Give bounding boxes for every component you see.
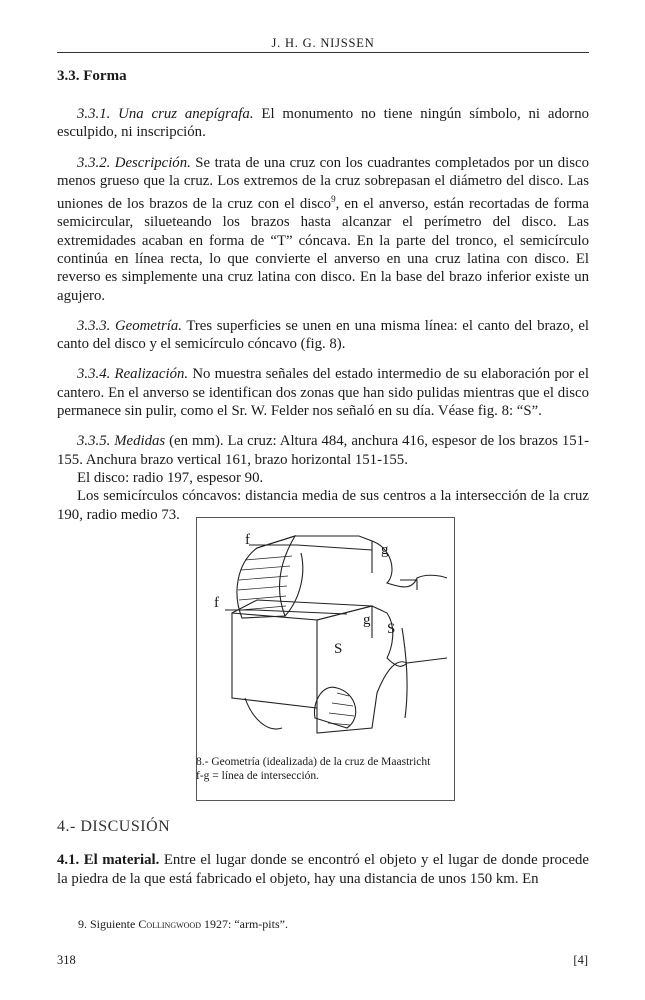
paragraph-text: Se trata de una cruz con los cuadrantes completados por un disco menos grueso que la cruz. Los extremos de la cruz sobrepasan el diámetro del disco. Las uniones de los brazos de la cruz con el disco (57, 154, 590, 213)
paragraph-text: Tres superficies se unen en una misma línea: el canto del brazo, el canto del disco y el semicírculo cóncavo (fig. 8). (57, 317, 589, 353)
label-f-top: f (245, 532, 250, 548)
footnote-9 (78, 917, 288, 932)
running-head: J. H. G. NIJSSEN (271, 36, 375, 50)
paragraph-text: (en mm). La cruz: Altura 484, anchura 416, espesor de los brazos 151-155. Anchura brazo vertical 161, brazo horizontal 151-155. (57, 433, 589, 468)
header-rule (57, 52, 589, 53)
paragraph-lead: 3.3.3. Geometría. (77, 317, 182, 334)
section-heading-discusion: 4.- DISCUSIÓN (57, 818, 171, 835)
paragraph-3-3-3 (57, 317, 589, 354)
footnote-text: 9. Siguiente (78, 917, 139, 931)
paragraph-3-3-2 (57, 154, 589, 305)
paragraph-lead: 3.3.1. Una cruz anepígrafa. (77, 106, 254, 122)
paragraph-text: , en el anverso, están recortadas de forma semicircular, silueteando los brazos hasta alcanzar el perímetro del disco. Las extremidades acaban en forma de “T” cóncava. En la parte del tronco, el semicírculo continúa en línea recta, lo que convierte el anverso en una cruz latina con disco. El reverso es simplemente una cruz latina con disco. En la base del brazo inferior existe un agujero. (57, 196, 590, 304)
paragraph-lead: 3.3.4. Realización. (77, 366, 189, 383)
paragraph-3-3-4 (57, 365, 589, 420)
paragraph-3-3-5 (57, 432, 589, 469)
paragraph-lead: 3.3.5. Medidas (77, 433, 166, 450)
figure-caption (196, 755, 466, 783)
label-s-front: S (334, 641, 343, 657)
footnote-text: 1927: “arm-pits”. (200, 917, 288, 931)
paragraph-4-1 (57, 851, 589, 888)
page-number: 318 (57, 953, 76, 967)
caption-line-1: 8.- Geometría (idealizada) de la cruz de Maastricht (196, 756, 431, 768)
paragraph-3-3-1 (57, 105, 589, 142)
paragraph-text: No muestra señales del estado intermedio de su elaboración por el cantero. En el anverso se identifican dos zonas que han sido pulidas mientras que el disco permanece sin pulir, como el Sr. W. Felder nos señaló en su día. Véase fig. 8: “S”. (57, 366, 589, 420)
paragraph-semicircles: Los semicírculos cóncavos: distancia media de sus centros a la intersección de la cruz 190, radio medio 73. (57, 488, 589, 523)
page-reference: [4] (573, 953, 588, 967)
footnote-reference[interactable]: 9 (331, 194, 336, 205)
caption-line-2: f-g = línea de intersección. (196, 770, 320, 782)
paragraph-text: Entre el lugar donde se encontró el objeto y el lugar de donde procede la piedra de la que está fabricado el objeto, hay una distancia de unos 150 km. En (57, 852, 589, 887)
label-g-top: g (381, 542, 389, 558)
label-s-right: S (387, 621, 396, 637)
paragraph-disc: El disco: radio 197, espesor 90. (77, 469, 264, 486)
label-g-middle: g (363, 612, 371, 628)
paragraph-text: El monumento no tiene ningún símbolo, ni adorno esculpido, ni inscripción. (57, 106, 590, 141)
paragraph-lead: 4.1. El material. (57, 852, 160, 868)
paragraph-lead: 3.3.2. Descripción. (77, 154, 191, 171)
article-body (57, 105, 589, 524)
footnote-author: Collingwood (138, 917, 201, 931)
section-title: 3.3. Forma (57, 68, 127, 84)
label-f-middle: f (214, 595, 219, 611)
cross-geometry-drawing (197, 518, 454, 754)
